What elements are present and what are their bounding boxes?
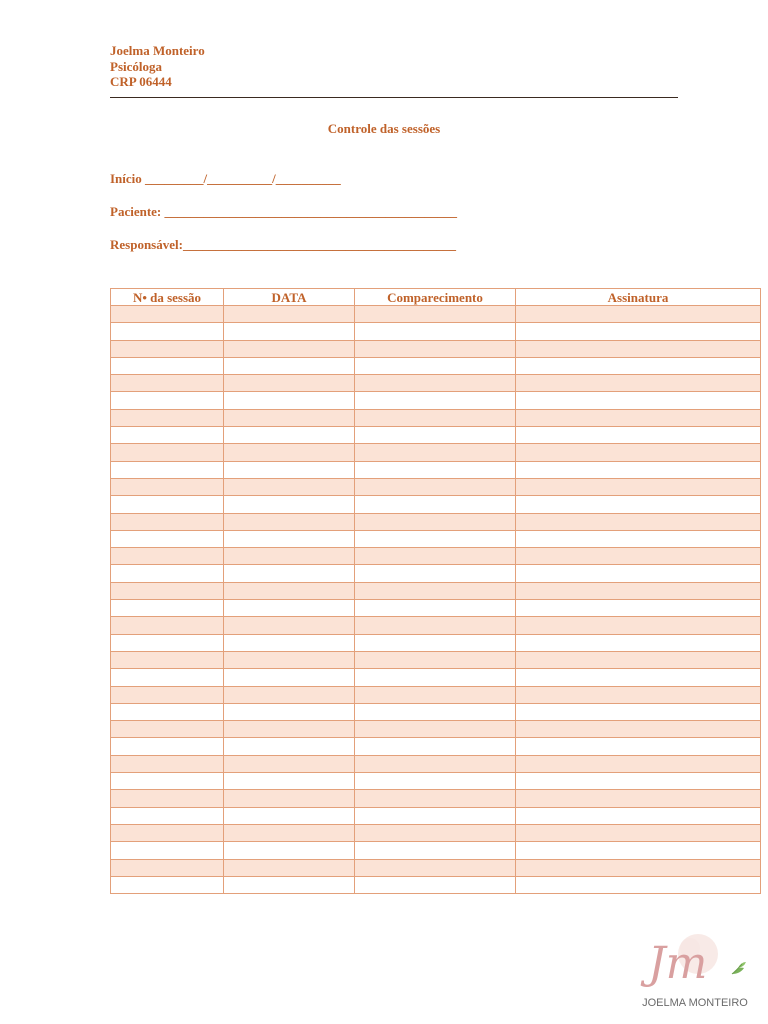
date-cell — [224, 738, 355, 755]
signature-cell — [516, 703, 761, 720]
signature-cell — [516, 548, 761, 565]
signature-cell — [516, 513, 761, 530]
table-row — [111, 427, 761, 444]
table-row — [111, 478, 761, 495]
attendance-cell — [355, 582, 516, 599]
date-cell — [224, 340, 355, 357]
date-cell — [224, 478, 355, 495]
signature-cell — [516, 876, 761, 893]
signature-cell — [516, 461, 761, 478]
logo-monogram: Jm — [648, 938, 708, 989]
session-number-cell — [111, 721, 224, 738]
signature-cell — [516, 686, 761, 703]
table-row — [111, 842, 761, 859]
date-cell — [224, 461, 355, 478]
signature-cell — [516, 582, 761, 599]
table-row — [111, 548, 761, 565]
date-cell — [224, 582, 355, 599]
attendance-cell — [355, 340, 516, 357]
attendance-cell — [355, 790, 516, 807]
session-number-cell — [111, 496, 224, 513]
table-row — [111, 790, 761, 807]
attendance-cell — [355, 651, 516, 668]
date-cell — [224, 755, 355, 772]
session-number-cell — [111, 773, 224, 790]
date-cell — [224, 824, 355, 841]
profession: Psicóloga — [110, 58, 162, 74]
letterhead — [110, 43, 680, 90]
table-row — [111, 340, 761, 357]
attendance-cell — [355, 703, 516, 720]
date-cell — [224, 530, 355, 547]
table-row — [111, 651, 761, 668]
signature-cell — [516, 842, 761, 859]
attendance-cell — [355, 548, 516, 565]
registration-number: CRP 06444 — [110, 74, 172, 89]
session-number-cell — [111, 651, 224, 668]
signature-cell — [516, 323, 761, 340]
date-cell — [224, 686, 355, 703]
date-cell — [224, 790, 355, 807]
signature-cell — [516, 721, 761, 738]
date-cell — [224, 634, 355, 651]
attendance-cell — [355, 876, 516, 893]
table-row — [111, 876, 761, 893]
attendance-cell — [355, 634, 516, 651]
session-number-cell — [111, 703, 224, 720]
attendance-cell — [355, 721, 516, 738]
table-row — [111, 703, 761, 720]
date-cell — [224, 651, 355, 668]
session-number-cell — [111, 842, 224, 859]
signature-cell — [516, 565, 761, 582]
date-cell — [224, 392, 355, 409]
attendance-cell — [355, 738, 516, 755]
table-row — [111, 859, 761, 876]
table-row — [111, 375, 761, 392]
session-number-cell — [111, 375, 224, 392]
attendance-cell — [355, 686, 516, 703]
signature-cell — [516, 392, 761, 409]
date-cell — [224, 444, 355, 461]
signature-cell — [516, 409, 761, 426]
date-cell — [224, 600, 355, 617]
signature-cell — [516, 617, 761, 634]
attendance-cell — [355, 323, 516, 340]
attendance-cell — [355, 773, 516, 790]
column-header-attendance: Comparecimento — [355, 289, 516, 306]
signature-cell — [516, 496, 761, 513]
signature-cell — [516, 340, 761, 357]
psychologist-name: Joelma Monteiro — [110, 43, 205, 58]
attendance-cell — [355, 600, 516, 617]
attendance-cell — [355, 409, 516, 426]
date-cell — [224, 842, 355, 859]
date-cell — [224, 773, 355, 790]
header-divider — [110, 97, 678, 98]
session-number-cell — [111, 392, 224, 409]
table-row — [111, 669, 761, 686]
table-row — [111, 357, 761, 374]
session-number-cell — [111, 461, 224, 478]
attendance-cell — [355, 824, 516, 841]
signature-cell — [516, 600, 761, 617]
session-number-cell — [111, 582, 224, 599]
table-row — [111, 409, 761, 426]
table-row — [111, 565, 761, 582]
date-cell — [224, 357, 355, 374]
signature-cell — [516, 634, 761, 651]
session-number-cell — [111, 306, 224, 323]
session-number-cell — [111, 444, 224, 461]
session-number-cell — [111, 859, 224, 876]
logo-name: JOELMA MONTEIRO — [642, 997, 748, 1009]
signature-cell — [516, 807, 761, 824]
session-number-cell — [111, 409, 224, 426]
attendance-cell — [355, 565, 516, 582]
guardian-field: Responsável:__________________________________________ — [110, 237, 456, 252]
signature-cell — [516, 530, 761, 547]
attendance-cell — [355, 530, 516, 547]
signature-cell — [516, 478, 761, 495]
session-number-cell — [111, 824, 224, 841]
attendance-cell — [355, 807, 516, 824]
column-header-session-number: N• da sessão — [111, 289, 224, 306]
date-cell — [224, 375, 355, 392]
session-number-cell — [111, 340, 224, 357]
table-row — [111, 461, 761, 478]
table-header-row — [111, 289, 761, 306]
date-cell — [224, 548, 355, 565]
session-number-cell — [111, 876, 224, 893]
table-row — [111, 444, 761, 461]
signature-cell — [516, 427, 761, 444]
signature-cell — [516, 773, 761, 790]
session-number-cell — [111, 669, 224, 686]
date-cell — [224, 427, 355, 444]
table-row — [111, 807, 761, 824]
table-row — [111, 513, 761, 530]
table-row — [111, 824, 761, 841]
signature-cell — [516, 651, 761, 668]
signature-cell — [516, 755, 761, 772]
signature-cell — [516, 824, 761, 841]
start-date-field: Início _________/__________/__________ — [110, 171, 341, 186]
signature-cell — [516, 790, 761, 807]
session-number-cell — [111, 600, 224, 617]
table-row — [111, 306, 761, 323]
attendance-cell — [355, 306, 516, 323]
session-number-cell — [111, 738, 224, 755]
table-row — [111, 773, 761, 790]
date-cell — [224, 669, 355, 686]
joelma-monteiro-logo — [636, 922, 754, 1018]
session-number-cell — [111, 634, 224, 651]
session-number-cell — [111, 427, 224, 444]
attendance-cell — [355, 444, 516, 461]
signature-cell — [516, 375, 761, 392]
signature-cell — [516, 669, 761, 686]
session-number-cell — [111, 686, 224, 703]
attendance-cell — [355, 669, 516, 686]
table-row — [111, 721, 761, 738]
date-cell — [224, 513, 355, 530]
signature-cell — [516, 444, 761, 461]
session-number-cell — [111, 755, 224, 772]
attendance-cell — [355, 478, 516, 495]
session-number-cell — [111, 530, 224, 547]
date-cell — [224, 721, 355, 738]
date-cell — [224, 617, 355, 634]
patient-field: Paciente: _____________________________________________ — [110, 204, 458, 219]
date-cell — [224, 496, 355, 513]
column-header-signature: Assinatura — [516, 289, 761, 306]
date-cell — [224, 409, 355, 426]
date-cell — [224, 876, 355, 893]
session-number-cell — [111, 565, 224, 582]
logo-mark — [636, 922, 754, 1018]
table-row — [111, 582, 761, 599]
column-header-date: DATA — [224, 289, 355, 306]
table-row — [111, 686, 761, 703]
table-row — [111, 600, 761, 617]
table-row — [111, 392, 761, 409]
session-number-cell — [111, 790, 224, 807]
signature-cell — [516, 357, 761, 374]
attendance-cell — [355, 513, 516, 530]
table-row — [111, 496, 761, 513]
session-number-cell — [111, 513, 224, 530]
attendance-cell — [355, 842, 516, 859]
attendance-cell — [355, 496, 516, 513]
session-number-cell — [111, 478, 224, 495]
session-number-cell — [111, 548, 224, 565]
signature-cell — [516, 738, 761, 755]
table-row — [111, 634, 761, 651]
attendance-cell — [355, 375, 516, 392]
session-number-cell — [111, 357, 224, 374]
table-row — [111, 755, 761, 772]
date-cell — [224, 565, 355, 582]
attendance-cell — [355, 755, 516, 772]
date-cell — [224, 703, 355, 720]
attendance-cell — [355, 392, 516, 409]
date-cell — [224, 859, 355, 876]
signature-cell — [516, 306, 761, 323]
session-number-cell — [111, 617, 224, 634]
attendance-cell — [355, 461, 516, 478]
attendance-cell — [355, 427, 516, 444]
attendance-cell — [355, 357, 516, 374]
date-cell — [224, 807, 355, 824]
date-cell — [224, 323, 355, 340]
date-cell — [224, 306, 355, 323]
attendance-cell — [355, 617, 516, 634]
table-row — [111, 617, 761, 634]
signature-cell — [516, 859, 761, 876]
session-number-cell — [111, 807, 224, 824]
table-row — [111, 738, 761, 755]
session-number-cell — [111, 323, 224, 340]
sessions-table — [110, 288, 761, 894]
table-row — [111, 323, 761, 340]
page-title: Controle das sessões — [327, 121, 441, 136]
table-row — [111, 530, 761, 547]
attendance-cell — [355, 859, 516, 876]
